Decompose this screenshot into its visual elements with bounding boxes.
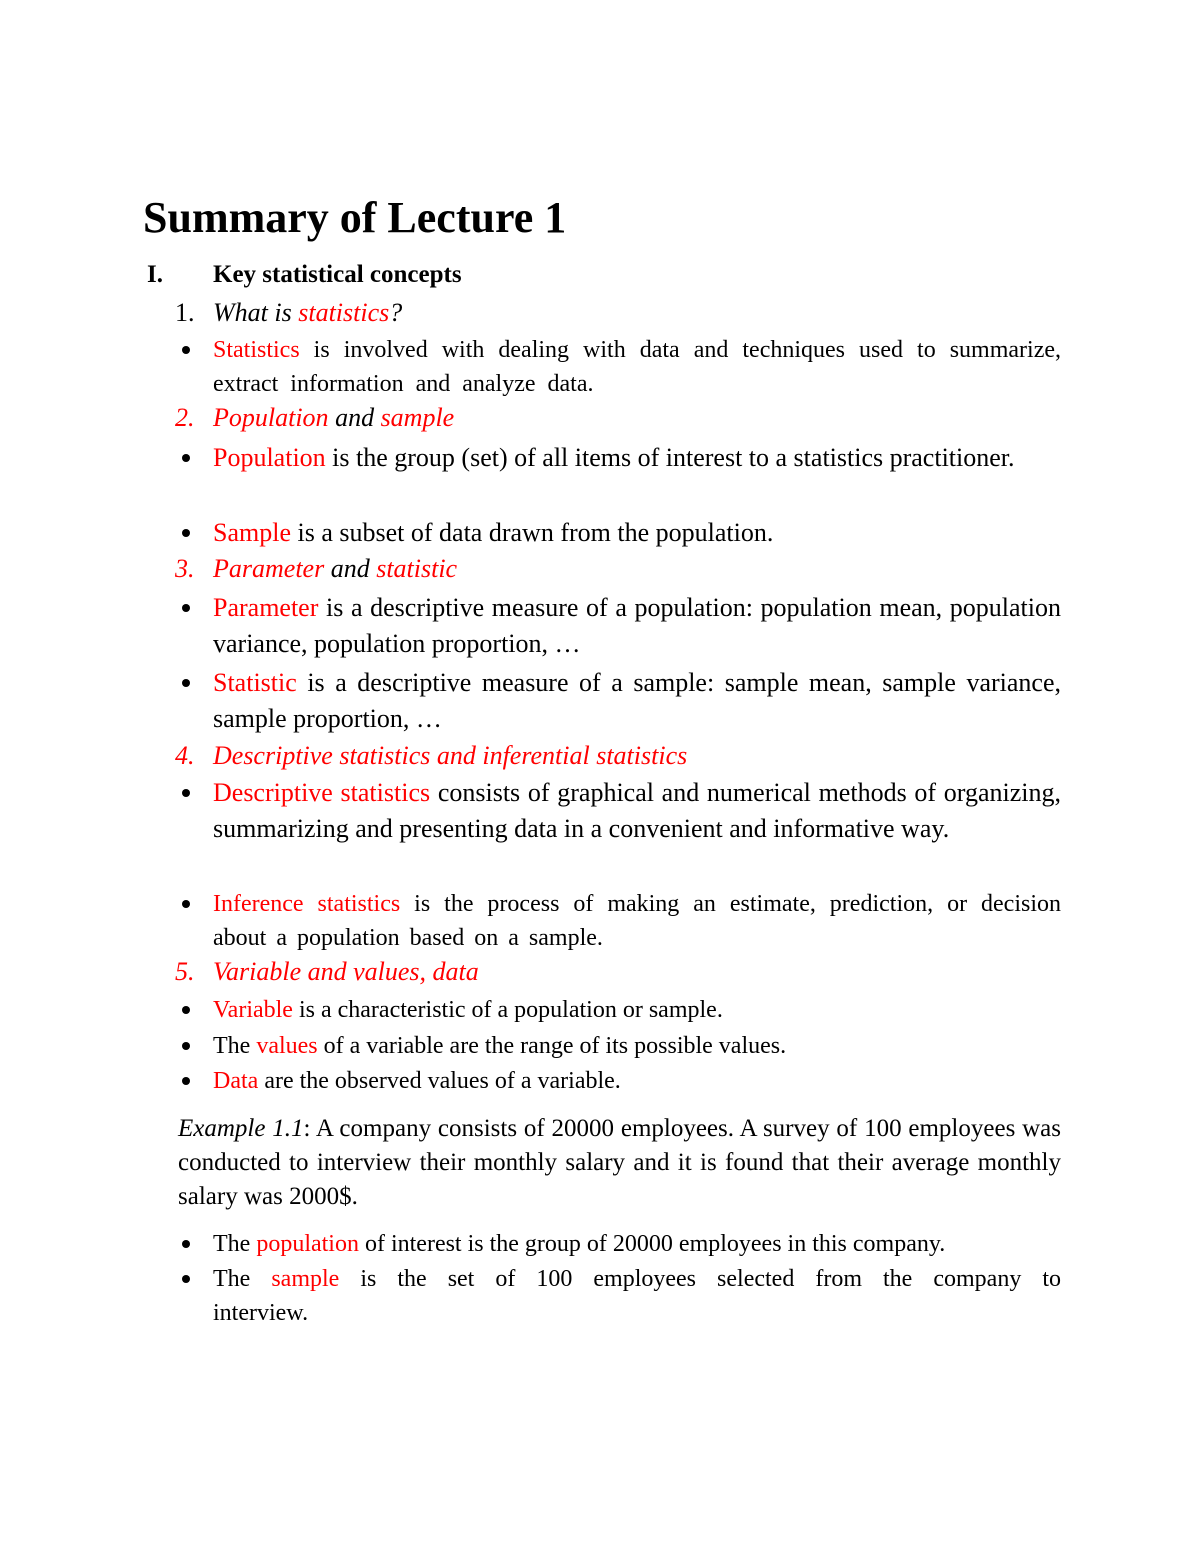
bullet-term: Statistics	[213, 337, 300, 363]
bullet-term: values	[256, 1033, 318, 1059]
example-label: Example 1.1	[178, 1115, 304, 1142]
topic-heading-text: Variable and values, data	[213, 957, 479, 986]
bullet-prefix: The	[213, 1231, 257, 1257]
bullet-term: Population	[213, 443, 326, 472]
example-text: : A company consists of 20000 employees. A survey of 100 employees was conducted to interview their monthly salary and it is found that their average monthly salary was 2000$.	[178, 1115, 1061, 1210]
topic-heading-term: Parameter	[213, 554, 325, 583]
bullet-term: population	[256, 1231, 359, 1257]
bullet-text: is involved with dealing with data and techniques used to summarize, extract information and analyze data.	[213, 337, 1061, 397]
bullet-term: sample	[271, 1266, 340, 1292]
bullet-statistics	[213, 333, 1061, 401]
bullet-descriptive-statistics	[213, 775, 1061, 847]
topic-1-heading	[175, 296, 402, 330]
bullet-data	[213, 1064, 1061, 1098]
bullet-prefix: The	[213, 1033, 257, 1059]
section-heading	[147, 258, 462, 292]
bullet-text: of a variable are the range of its possible values.	[317, 1033, 787, 1059]
topic-heading-term: statistics	[298, 298, 390, 327]
bullet-text: is a descriptive measure of a population: population mean, population variance, population proportion, …	[213, 593, 1061, 658]
bullet-statistic	[213, 665, 1061, 737]
topic-heading-term: statistic	[376, 554, 458, 583]
section-label: Key statistical concepts	[213, 261, 462, 288]
bullet-population	[213, 440, 1061, 476]
bullet-text: are the observed values of a variable.	[258, 1068, 621, 1094]
bullet-sample	[213, 515, 1061, 551]
bullet-variable	[213, 993, 1061, 1027]
topic-heading-text: and	[324, 554, 377, 583]
bullet-text: of interest is the group of 20000 employees in this company.	[358, 1231, 946, 1257]
topic-number: 4.	[175, 741, 195, 770]
bullet-text: is a characteristic of a population or sample.	[292, 997, 723, 1023]
bullet-parameter	[213, 590, 1061, 662]
topic-heading-term: sample	[380, 403, 455, 432]
bullet-text: is a descriptive measure of a sample: sample mean, sample variance, sample proportion, …	[213, 668, 1061, 733]
bullet-term: Descriptive statistics	[213, 778, 431, 807]
bullet-term: Inference statistics	[213, 891, 401, 917]
bullet-term: Parameter	[213, 593, 319, 622]
bullet-example-population	[213, 1227, 1061, 1261]
topic-number: 2.	[175, 403, 195, 432]
topic-heading-term: Population	[213, 403, 329, 432]
bullet-term: Statistic	[213, 668, 297, 697]
topic-heading-text: What is	[213, 298, 299, 327]
bullet-term: Variable	[213, 997, 293, 1023]
topic-heading-text: ?	[389, 298, 403, 327]
bullet-text: consists of graphical and numerical methods of organizing, summarizing and presenting data in a convenient and informative way.	[213, 778, 1061, 843]
topic-number: 1.	[175, 298, 195, 327]
bullet-prefix: The	[213, 1266, 272, 1292]
bullet-text: is the process of making an estimate, prediction, or decision about a population based on a sample.	[213, 891, 1062, 951]
page-title: Summary of Lecture 1	[143, 193, 567, 242]
topic-heading-text: Descriptive statistics and inferential statistics	[213, 741, 688, 770]
bullet-text: is the set of 100 employees selected from the company to interview.	[213, 1266, 1061, 1326]
bullet-values	[213, 1029, 1061, 1063]
topic-5-heading	[175, 955, 479, 989]
bullet-text: is a subset of data drawn from the population.	[291, 518, 774, 547]
topic-heading-text: and	[328, 403, 381, 432]
section-number: I.	[147, 261, 163, 288]
bullet-text: is the group (set) of all items of interest to a statistics practitioner.	[325, 443, 1015, 472]
topic-3-heading	[175, 552, 457, 586]
topic-4-heading	[175, 739, 687, 773]
example-paragraph	[178, 1112, 1061, 1214]
bullet-inference-statistics	[213, 887, 1061, 955]
bullet-example-sample	[213, 1262, 1061, 1330]
bullet-term: Data	[213, 1068, 259, 1094]
topic-number: 3.	[175, 554, 195, 583]
topic-2-heading	[175, 401, 454, 435]
bullet-term: Sample	[213, 518, 291, 547]
topic-number: 5.	[175, 957, 195, 986]
